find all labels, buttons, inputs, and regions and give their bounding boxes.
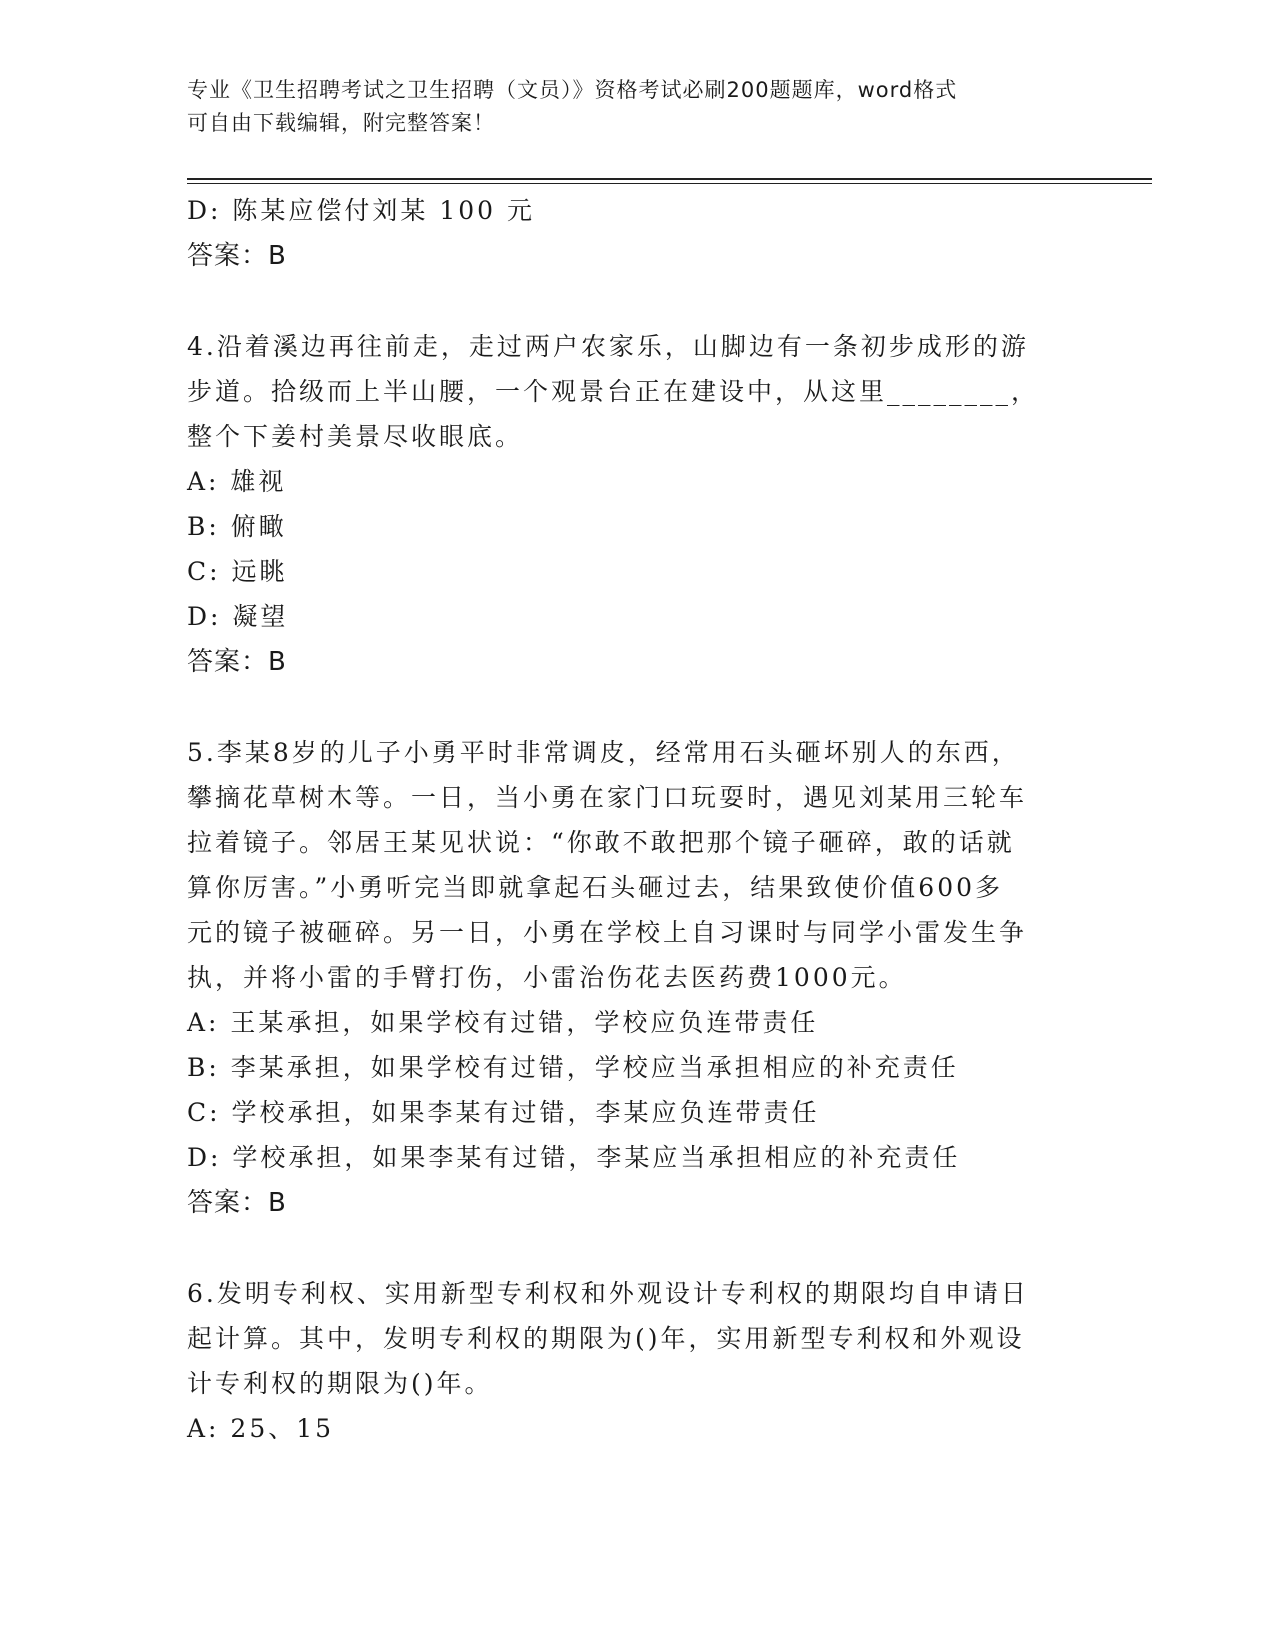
option-d: D: 陈某应偿付刘某 100 元 (187, 196, 536, 225)
question-6 (187, 1271, 1067, 1451)
header-line-2: 可自由下载编辑，附完整答案！ (187, 111, 495, 135)
question-stem-line: 元的镜子被砸碎。另一日，小勇在学校上自习课时与同学小雷发生争 (187, 918, 1028, 947)
option-d: D: 学校承担，如果李某有过错，李某应当承担相应的补充责任 (187, 1143, 961, 1172)
option-a: A: 雄视 (187, 467, 287, 496)
option-d: D: 凝望 (187, 602, 289, 631)
question-stem-line: 计专利权的期限为()年。 (187, 1369, 493, 1398)
answer: 答案：B (187, 1188, 287, 1218)
question-stem-line: 起计算。其中，发明专利权的期限为()年，实用新型专利权和外观设 (187, 1324, 1025, 1353)
question-stem-line: 6.发明专利权、实用新型专利权和外观设计专利权的期限均自申请日 (187, 1279, 1029, 1308)
question-3-tail (187, 188, 1067, 279)
option-a: A: 25、15 (187, 1414, 335, 1443)
header-line-1: 专业《卫生招聘考试之卫生招聘（文员）》资格考试必刷200题题库，word格式 (187, 78, 958, 102)
question-stem-line: 4.沿着溪边再往前走，走过两户农家乐，山脚边有一条初步成形的游 (187, 332, 1029, 361)
question-stem-line: 5.李某8岁的儿子小勇平时非常调皮，经常用石头砸坏别人的东西， (187, 738, 1020, 767)
question-stem-line: 攀摘花草树木等。一日，当小勇在家门口玩耍时，遇见刘某用三轮车 (187, 783, 1028, 812)
header-rule-thin (187, 183, 1152, 184)
question-stem-line: 拉着镜子。邻居王某见状说：“你敢不敢把那个镜子砸碎，敢的话就 (187, 828, 1015, 857)
answer: 答案：B (187, 647, 287, 677)
question-stem-line: 整个下姜村美景尽收眼底。 (187, 422, 524, 451)
option-c: C: 学校承担，如果李某有过错，李某应负连带责任 (187, 1098, 820, 1127)
question-stem-line: 执，并将小雷的手臂打伤，小雷治伤花去医药费1000元。 (187, 963, 907, 992)
question-stem-line: 步道。拾级而上半山腰，一个观景台正在建设中，从这里________， (187, 377, 1040, 406)
question-5 (187, 730, 1067, 1226)
header-rule-thick (187, 178, 1152, 180)
answer: 答案：B (187, 241, 287, 271)
document-header (187, 74, 1067, 140)
question-4 (187, 324, 1067, 685)
option-a: A: 王某承担，如果学校有过错，学校应负连带责任 (187, 1008, 819, 1037)
option-b: B: 李某承担，如果学校有过错，学校应当承担相应的补充责任 (187, 1053, 959, 1082)
question-list (187, 188, 1067, 1451)
option-b: B: 俯瞰 (187, 512, 287, 541)
question-stem-line: 算你厉害。”小勇听完当即就拿起石头砸过去，结果致使价值600多 (187, 873, 1004, 902)
option-c: C: 远眺 (187, 557, 288, 586)
